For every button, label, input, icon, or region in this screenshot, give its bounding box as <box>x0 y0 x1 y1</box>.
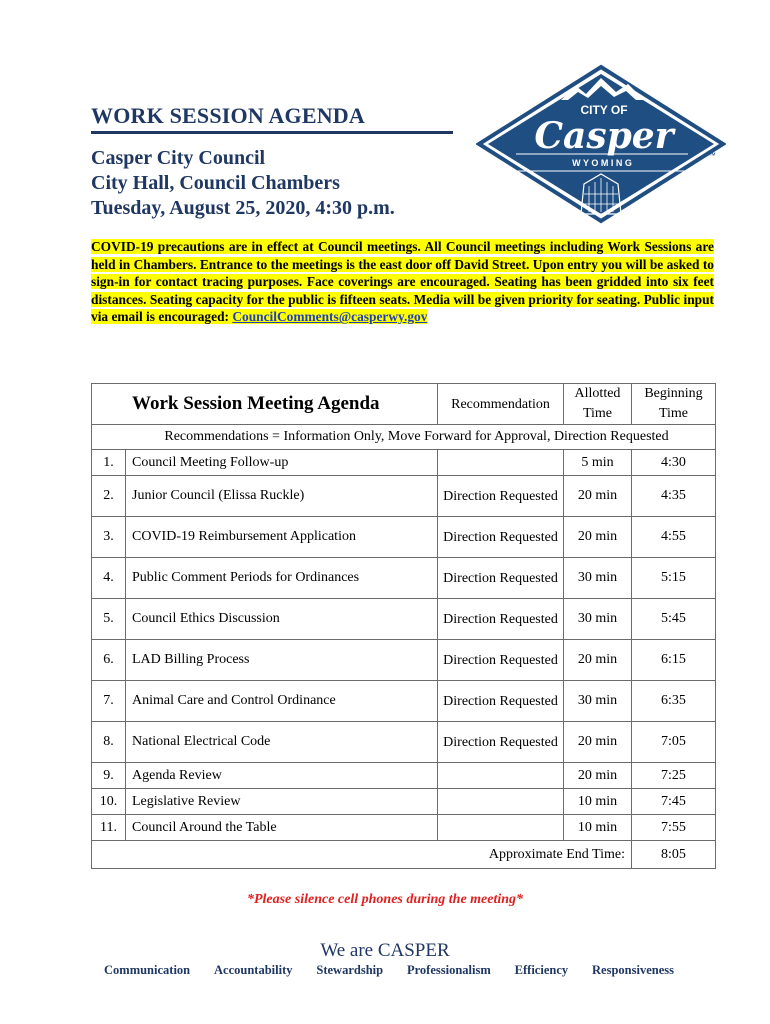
beginning-time-header: Beginning Time <box>632 384 716 425</box>
recommendations-legend-row <box>92 425 716 450</box>
agenda-row <box>92 558 716 599</box>
agenda-item-recommendation: Direction Requested <box>438 681 564 722</box>
agenda-item-beginning-time: 6:15 <box>632 640 716 681</box>
agenda-item-recommendation: Direction Requested <box>438 517 564 558</box>
agenda-row <box>92 722 716 763</box>
agenda-item-beginning-time: 7:55 <box>632 815 716 841</box>
agenda-item-allotted-time: 10 min <box>564 815 632 841</box>
meeting-location: City Hall, Council Chambers <box>91 172 340 194</box>
value-responsiveness: Responsiveness <box>592 963 674 977</box>
council-comments-email-link[interactable]: CouncilComments@casperwy.gov <box>232 309 428 325</box>
agenda-item-number: 3. <box>92 517 126 558</box>
agenda-row <box>92 476 716 517</box>
agenda-item-title: Council Meeting Follow-up <box>126 450 438 476</box>
agenda-item-title: Legislative Review <box>126 789 438 815</box>
agenda-row <box>92 450 716 476</box>
agenda-item-number: 10. <box>92 789 126 815</box>
we-are-casper: We are CASPER <box>320 940 450 961</box>
agenda-item-beginning-time: 4:30 <box>632 450 716 476</box>
agenda-item-number: 9. <box>92 763 126 789</box>
agenda-header-row <box>92 384 716 425</box>
end-time-label: Approximate End Time: <box>92 841 632 869</box>
agenda-item-recommendation: Direction Requested <box>438 599 564 640</box>
value-communication: Communication <box>104 963 191 977</box>
agenda-row <box>92 763 716 789</box>
agenda-item-beginning-time: 7:45 <box>632 789 716 815</box>
agenda-item-recommendation <box>438 450 564 476</box>
agenda-item-allotted-time: 20 min <box>564 640 632 681</box>
allotted-time-header: Allotted Time <box>564 384 632 425</box>
agenda-item-allotted-time: 20 min <box>564 763 632 789</box>
agenda-item-title: Animal Care and Control Ordinance <box>126 681 438 722</box>
agenda-table-title: Work Session Meeting Agenda <box>92 384 438 425</box>
agenda-item-recommendation: Direction Requested <box>438 640 564 681</box>
value-efficiency: Efficiency <box>514 963 569 977</box>
city-of-casper-logo <box>476 64 726 224</box>
title-underline <box>91 131 453 134</box>
silence-phones-notice: *Please silence cell phones during the meeting* <box>246 892 524 907</box>
agenda-row <box>92 815 716 841</box>
logo-casper: Casper <box>534 115 674 157</box>
agenda-item-recommendation: Direction Requested <box>438 476 564 517</box>
agenda-item-beginning-time: 7:25 <box>632 763 716 789</box>
end-time-value: 8:05 <box>632 841 716 869</box>
agenda-item-beginning-time: 6:35 <box>632 681 716 722</box>
agenda-item-number: 7. <box>92 681 126 722</box>
agenda-item-recommendation <box>438 763 564 789</box>
agenda-row <box>92 517 716 558</box>
recommendation-header: Recommendation <box>438 384 564 425</box>
agenda-item-recommendation: Direction Requested <box>438 558 564 599</box>
value-professionalism: Professionalism <box>406 963 491 977</box>
agenda-item-allotted-time: 20 min <box>564 517 632 558</box>
covid-notice-text: COVID-19 precautions are in effect at Council meetings. All Council meetings including Work Sessions are held in Chambers. Entrance to the meetings is the east door off David Street. Upon entry you will be asked to sign-in for contact tracing purposes. Face coverings are encouraged. Seating has been gridded into six feet distances. Seating capacity for the public is fifteen seats. Media will be given priority for seating. Public input via email is encouraged: <box>91 239 714 325</box>
agenda-item-number: 11. <box>92 815 126 841</box>
covid-notice <box>91 238 714 326</box>
logo-city-of: CITY OF <box>580 103 628 117</box>
agenda-item-number: 5. <box>92 599 126 640</box>
agenda-item-title: Agenda Review <box>126 763 438 789</box>
council-name: Casper City Council <box>91 147 266 169</box>
agenda-item-title: Public Comment Periods for Ordinances <box>126 558 438 599</box>
value-stewardship: Stewardship <box>316 963 384 977</box>
agenda-item-title: Council Around the Table <box>126 815 438 841</box>
agenda-item-title: National Electrical Code <box>126 722 438 763</box>
agenda-item-recommendation <box>438 815 564 841</box>
agenda-item-allotted-time: 10 min <box>564 789 632 815</box>
agenda-row <box>92 681 716 722</box>
page-title: WORK SESSION AGENDA <box>91 103 365 128</box>
agenda-item-title: Council Ethics Discussion <box>126 599 438 640</box>
agenda-item-title: LAD Billing Process <box>126 640 438 681</box>
agenda-item-beginning-time: 4:55 <box>632 517 716 558</box>
recommendations-legend: Recommendations = Information Only, Move Forward for Approval, Direction Requested <box>92 425 716 450</box>
agenda-item-number: 1. <box>92 450 126 476</box>
agenda-item-allotted-time: 30 min <box>564 558 632 599</box>
agenda-row <box>92 640 716 681</box>
agenda-row <box>92 599 716 640</box>
agenda-item-beginning-time: 5:15 <box>632 558 716 599</box>
agenda-item-number: 6. <box>92 640 126 681</box>
agenda-item-recommendation <box>438 789 564 815</box>
logo-tm: ™ <box>708 151 716 160</box>
agenda-row <box>92 789 716 815</box>
agenda-rows <box>92 450 716 841</box>
agenda-item-allotted-time: 30 min <box>564 681 632 722</box>
agenda-item-number: 8. <box>92 722 126 763</box>
agenda-item-allotted-time: 5 min <box>564 450 632 476</box>
value-accountability: Accountability <box>214 963 293 977</box>
agenda-item-allotted-time: 30 min <box>564 599 632 640</box>
end-time-row <box>92 841 716 869</box>
agenda-item-beginning-time: 7:05 <box>632 722 716 763</box>
agenda-item-title: Junior Council (Elissa Ruckle) <box>126 476 438 517</box>
logo-wyoming: W Y O M I N G <box>572 158 632 168</box>
agenda-item-beginning-time: 5:45 <box>632 599 716 640</box>
agenda-item-recommendation: Direction Requested <box>438 722 564 763</box>
agenda-item-number: 4. <box>92 558 126 599</box>
agenda-item-number: 2. <box>92 476 126 517</box>
agenda-item-allotted-time: 20 min <box>564 476 632 517</box>
meeting-datetime: Tuesday, August 25, 2020, 4:30 p.m. <box>91 197 395 219</box>
agenda-table <box>91 383 716 869</box>
core-values <box>104 963 674 978</box>
agenda-item-beginning-time: 4:35 <box>632 476 716 517</box>
agenda-item-title: COVID-19 Reimbursement Application <box>126 517 438 558</box>
agenda-item-allotted-time: 20 min <box>564 722 632 763</box>
